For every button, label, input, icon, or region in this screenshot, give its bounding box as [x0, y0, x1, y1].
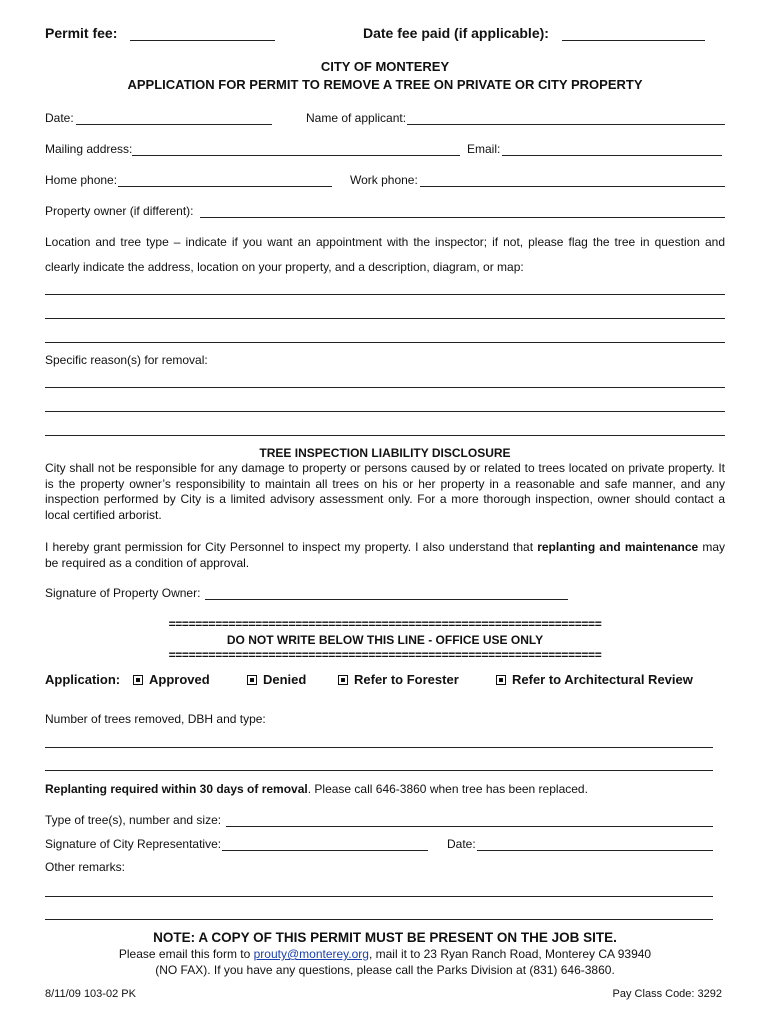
option-refer-forester[interactable]	[338, 672, 459, 687]
trees-removed-label: Number of trees removed, DBH and type:	[45, 712, 266, 726]
option-refer-forester-label: Refer to Forester	[354, 672, 459, 687]
date-fee-paid-field[interactable]	[562, 40, 705, 41]
office-date-label: Date:	[447, 837, 476, 851]
checkbox-icon	[338, 675, 348, 685]
other-remarks-label: Other remarks:	[45, 860, 126, 874]
reasons-line[interactable]	[45, 411, 725, 412]
permission-end: may be required as a condition of approval.	[45, 540, 726, 570]
reasons-line[interactable]	[45, 387, 725, 388]
reasons-label: Specific reason(s) for removal:	[45, 353, 208, 367]
trees-removed-line[interactable]	[45, 770, 713, 771]
email-label: Email:	[467, 142, 501, 156]
applicant-field[interactable]	[407, 124, 725, 125]
type-of-trees-label: Type of tree(s), number and size:	[45, 813, 222, 827]
email-field[interactable]	[502, 155, 722, 156]
form-code: 8/11/09 103-02 PK	[45, 988, 136, 1000]
job-site-note: NOTE: A COPY OF THIS PERMIT MUST BE PRESENT ON THE JOB SITE.	[153, 930, 617, 945]
owner-signature-label: Signature of Property Owner:	[45, 586, 201, 600]
trees-removed-line[interactable]	[45, 747, 713, 748]
email-instructions	[0, 947, 770, 961]
application-label: Application:	[45, 672, 121, 687]
city-rep-signature-field[interactable]	[222, 850, 428, 851]
form-title: APPLICATION FOR PERMIT TO REMOVE A TREE ON PRIVATE OR CITY PROPERTY	[127, 77, 643, 92]
date-fee-paid-label: Date fee paid (if applicable):	[363, 25, 549, 41]
location-line[interactable]	[45, 294, 725, 295]
location-instructions-1: Location and tree type – indicate if you want an appointment with the inspector; if not, please flag the tree in question and	[45, 235, 725, 249]
permit-fee-field[interactable]	[130, 40, 275, 41]
location-line[interactable]	[45, 318, 725, 319]
permission-statement	[45, 540, 725, 571]
pay-class-code: Pay Class Code: 3292	[612, 988, 722, 1000]
city-title: CITY OF MONTEREY	[320, 59, 450, 74]
permit-fee-label: Permit fee:	[45, 25, 118, 41]
email-suffix: , mail it to 23 Ryan Ranch Road, Monterey CA 93940	[368, 947, 652, 961]
office-date-field[interactable]	[477, 850, 713, 851]
property-owner-field[interactable]	[200, 217, 725, 218]
contact-info: (NO FAX). If you have any questions, please call the Parks Division at (831) 646-3860.	[155, 963, 615, 977]
reasons-line[interactable]	[45, 435, 725, 436]
type-of-trees-field[interactable]	[226, 826, 713, 827]
office-use-notice: DO NOT WRITE BELOW THIS LINE - OFFICE USE ONLY	[226, 633, 544, 647]
home-phone-label: Home phone:	[45, 173, 118, 187]
other-remarks-line[interactable]	[45, 896, 713, 897]
replanting-bold: Replanting required within 30 days of removal	[45, 782, 308, 796]
location-instructions-2: clearly indicate the address, location on your property, and a description, diagram, or map:	[45, 260, 524, 274]
other-remarks-line[interactable]	[45, 919, 713, 920]
mailing-address-label: Mailing address:	[45, 142, 133, 156]
date-label: Date:	[45, 111, 74, 125]
checkbox-icon	[247, 675, 257, 685]
option-approved-label: Approved	[149, 672, 210, 687]
replanting-note	[45, 782, 588, 796]
location-line[interactable]	[45, 342, 725, 343]
option-denied-label: Denied	[263, 672, 307, 687]
replanting-rest: . Please call 646-3860 when tree has been replaced.	[307, 782, 588, 796]
home-phone-field[interactable]	[118, 186, 332, 187]
property-owner-label: Property owner (if different):	[45, 204, 194, 218]
city-rep-signature-label: Signature of City Representative:	[45, 837, 222, 851]
checkbox-icon	[496, 675, 506, 685]
permission-start: I hereby grant permission for City Personnel to inspect my property. I also understand that	[45, 540, 538, 554]
applicant-label: Name of applicant:	[306, 111, 407, 125]
option-approved[interactable]	[133, 672, 210, 687]
email-prefix: Please email this form to	[118, 947, 254, 961]
option-refer-architectural-review[interactable]	[496, 672, 693, 687]
date-field[interactable]	[76, 124, 272, 125]
separator-bottom: =================================================================	[168, 648, 602, 662]
email-link[interactable]: prouty@monterey.org	[253, 947, 369, 961]
checkbox-icon	[133, 675, 143, 685]
disclosure-heading: TREE INSPECTION LIABILITY DISCLOSURE	[259, 446, 511, 460]
owner-signature-field[interactable]	[205, 599, 568, 600]
disclosure-body: City shall not be responsible for any damage to property or persons caused by or related to trees located on private property. It is the property owner’s responsibility to maintain all trees on his or her property in a reasonable and safe manner, and any inspection performed by City is a limited advisory assessment only. For a more thorough inspection, owner should contact a local certified arborist.	[45, 461, 725, 522]
permission-bold: replanting and maintenance	[537, 540, 699, 554]
separator-top: =================================================================	[168, 617, 602, 631]
mailing-address-field[interactable]	[132, 155, 460, 156]
work-phone-field[interactable]	[420, 186, 725, 187]
option-refer-architectural-review-label: Refer to Architectural Review	[512, 672, 693, 687]
option-denied[interactable]	[247, 672, 306, 687]
work-phone-label: Work phone:	[350, 173, 418, 187]
